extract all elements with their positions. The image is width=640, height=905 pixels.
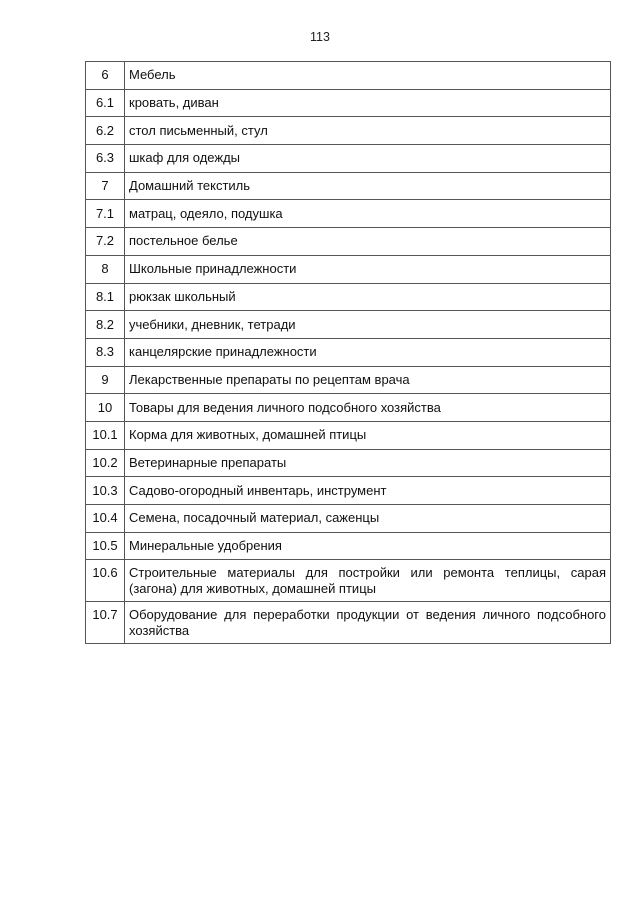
table-row bbox=[86, 200, 611, 228]
table-row bbox=[86, 602, 611, 644]
row-text: Садово-огородный инвентарь, инструмент bbox=[125, 477, 611, 505]
row-number: 10.6 bbox=[86, 560, 125, 602]
row-number: 8.2 bbox=[86, 311, 125, 339]
table-row bbox=[86, 394, 611, 422]
row-number: 10 bbox=[86, 394, 125, 422]
row-text: Ветеринарные препараты bbox=[125, 449, 611, 477]
row-text: Семена, посадочный материал, саженцы bbox=[125, 505, 611, 533]
table-row bbox=[86, 62, 611, 90]
row-number: 7.2 bbox=[86, 228, 125, 256]
row-number: 7 bbox=[86, 172, 125, 200]
row-text: постельное белье bbox=[125, 228, 611, 256]
row-text: шкаф для одежды bbox=[125, 145, 611, 173]
row-text: матрац, одеяло, подушка bbox=[125, 200, 611, 228]
row-number: 10.1 bbox=[86, 421, 125, 449]
row-number: 10.7 bbox=[86, 602, 125, 644]
row-text: кровать, диван bbox=[125, 89, 611, 117]
table-row bbox=[86, 89, 611, 117]
table-row bbox=[86, 283, 611, 311]
table-row bbox=[86, 532, 611, 560]
table-row bbox=[86, 560, 611, 602]
row-text: Домашний текстиль bbox=[125, 172, 611, 200]
row-number: 6.3 bbox=[86, 145, 125, 173]
row-text: стол письменный, стул bbox=[125, 117, 611, 145]
table-row bbox=[86, 172, 611, 200]
table-row bbox=[86, 366, 611, 394]
table-row bbox=[86, 505, 611, 533]
table-row bbox=[86, 228, 611, 256]
table-row bbox=[86, 449, 611, 477]
row-text: Мебель bbox=[125, 62, 611, 90]
row-number: 8.3 bbox=[86, 338, 125, 366]
row-number: 10.3 bbox=[86, 477, 125, 505]
table-row bbox=[86, 255, 611, 283]
row-number: 10.5 bbox=[86, 532, 125, 560]
row-number: 8.1 bbox=[86, 283, 125, 311]
table-row bbox=[86, 117, 611, 145]
row-text: Корма для животных, домашней птицы bbox=[125, 421, 611, 449]
row-number: 9 bbox=[86, 366, 125, 394]
row-number: 6.1 bbox=[86, 89, 125, 117]
row-text: рюкзак школьный bbox=[125, 283, 611, 311]
table-row bbox=[86, 338, 611, 366]
page-number: 113 bbox=[310, 30, 330, 44]
table-row bbox=[86, 145, 611, 173]
row-number: 10.4 bbox=[86, 505, 125, 533]
table-row bbox=[86, 421, 611, 449]
row-number: 7.1 bbox=[86, 200, 125, 228]
row-text: канцелярские принадлежности bbox=[125, 338, 611, 366]
table-row bbox=[86, 477, 611, 505]
row-text: Оборудование для переработки продукции от ведения личного подсобного хозяйства bbox=[125, 602, 611, 644]
row-number: 10.2 bbox=[86, 449, 125, 477]
row-number: 6.2 bbox=[86, 117, 125, 145]
items-table bbox=[85, 61, 611, 644]
row-text: Товары для ведения личного подсобного хозяйства bbox=[125, 394, 611, 422]
row-text: Школьные принадлежности bbox=[125, 255, 611, 283]
table-row bbox=[86, 311, 611, 339]
row-number: 8 bbox=[86, 255, 125, 283]
row-text: Строительные материалы для постройки или ремонта теплицы, сарая (загона) для животных, домашней птицы bbox=[125, 560, 611, 602]
row-text: Минеральные удобрения bbox=[125, 532, 611, 560]
row-number: 6 bbox=[86, 62, 125, 90]
row-text: Лекарственные препараты по рецептам врача bbox=[125, 366, 611, 394]
row-text: учебники, дневник, тетради bbox=[125, 311, 611, 339]
